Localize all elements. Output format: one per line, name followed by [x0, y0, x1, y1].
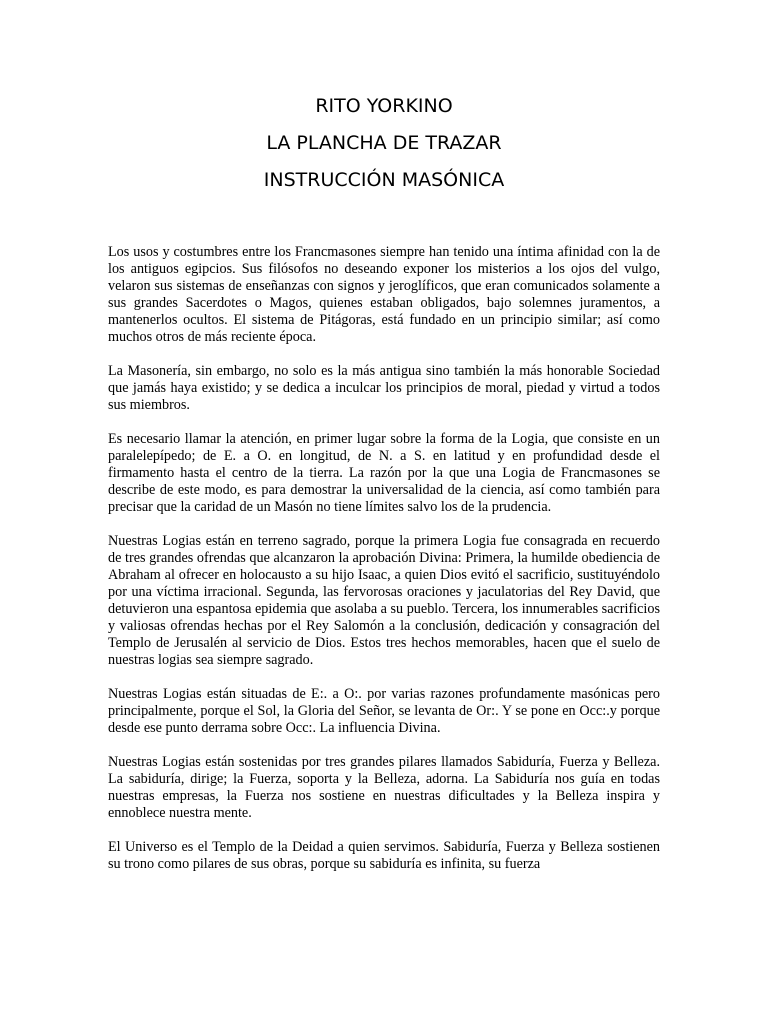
paragraph-holy-ground: Nuestras Logias están en terreno sagrado, porque la primera Logia fue consagrada en recuerdo de tres grandes ofrendas que alcanzaron la aprobación Divina: Primera, la humilde obediencia de Abraham al ofrecer en holocausto a su hijo Isaac, a quien Dios evitó el sacrificio, sustituyéndolo por una víctima irracional. Segunda, las fervorosas oraciones y jaculatorias del Rey David, que detuvieron una espantosa epidemia que asolaba a su pueblo. Tercera, los innumerables sacrificios y valiosas ofrendas hechas por el Rey Salomón a la conclusión, dedicación y consagración del Templo de Jerusalén al servicio de Dios. Estos tres hechos memorables, hacen que el suelo de nuestras logias sea siempre sagrado.	[108, 533, 660, 668]
paragraph-orientation: Nuestras Logias están situadas de E:. a O:. por varias razones profundamente masónicas pero principalmente, porque el Sol, la Gloria del Señor, se levanta de Or:. Y se pone en Occ:.y porque desde ese punto derrama sobre Occ:. La influencia Divina.	[108, 686, 660, 736]
document-body	[108, 244, 660, 873]
paragraph-universe: El Universo es el Templo de la Deidad a quien servimos. Sabiduría, Fuerza y Belleza sostienen su trono como pilares de sus obras, porque su sabiduría es infinita, su fuerza	[108, 839, 660, 872]
document-title	[0, 88, 768, 199]
paragraph-pillars: Nuestras Logias están sostenidas por tres grandes pilares llamados Sabiduría, Fuerza y Belleza. La sabiduría, dirige; la Fuerza, soporta y la Belleza, adorna. La Sabiduría nos guía en todas nuestras empresas, la Fuerza nos sostiene en nuestras dificultades y la Belleza inspira y ennoblece nuestra mente.	[108, 754, 660, 821]
paragraph-customs: Los usos y costumbres entre los Francmasones siempre han tenido una íntima afinidad con la de los antiguos egipcios. Sus filósofos no deseando exponer los misterios a los ojos del vulgo, velaron sus sistemas de enseñanzas con signos y jeroglíficos, que eran comunicados solamente a sus grandes Sacerdotes o Magos, quienes estaban obligados, bajo solemnes juramentos, a mantenerlos ocultos. El sistema de Pitágoras, está fundado en un principio similar; así como muchos otros de más reciente época.	[108, 244, 660, 345]
paragraph-masonry: La Masonería, sin embargo, no solo es la más antigua sino también la más honorable Sociedad que jamás haya existido; y se dedica a inculcar los principios de moral, piedad y virtud a todos sus miembros.	[108, 363, 660, 413]
paragraph-lodge-form: Es necesario llamar la atención, en primer lugar sobre la forma de la Logia, que consiste en un paralelepípedo; de E. a O. en longitud, de N. a S. en latitud y en profundidad desde el firmamento hasta el centro de la tierra. La razón por la que una Logia de Francmasones se describe de este modo, es para demostrar la universalidad de la ciencia, así como también para precisar que la caridad de un Masón no tiene límites salvo los de la prudencia.	[108, 431, 660, 515]
title-line-tracing-board: LA PLANCHA DE TRAZAR	[266, 132, 502, 154]
title-line-rite: RITO YORKINO	[315, 95, 453, 117]
title-line-instruction: INSTRUCCIÓN MASÓNICA	[263, 169, 505, 191]
